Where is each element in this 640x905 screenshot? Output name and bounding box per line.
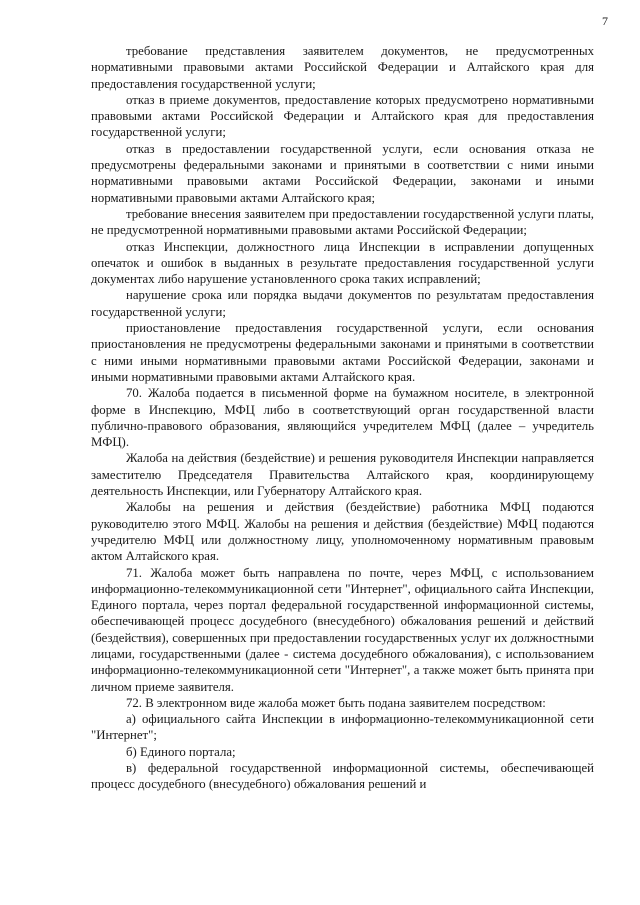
paragraph: Жалоба на действия (бездействие) и решения руководителя Инспекции направляется заместителю Председателя Правительства Алтайского края, координирующему деятельность Инспекции, или Губернатору Алтайского края.	[91, 451, 594, 499]
paragraph: 70. Жалоба подается в письменной форме на бумажном носителе, в электронной форме в Инспекцию, МФЦ либо в соответствующий орган государственной власти публично-правового образования, являющийся учредителем МФЦ (далее – учредитель МФЦ).	[91, 386, 594, 450]
paragraph: требование внесения заявителем при предоставлении государственной услуги платы, не предусмотренной нормативными правовыми актами Российской Федерации;	[91, 206, 594, 238]
paragraph: 71. Жалоба может быть направлена по почте, через МФЦ, с использованием информационно-телекоммуникационной сети "Интернет", официального сайта Инспекции, Единого портала, через портал федеральной государственной информационной системы, обеспечивающей процесс досудебного (внесудебного) обжалования решений и действий (бездействия), совершенных при предоставлении государственных услуг их должностными лицами, государственными (далее - система досудебного обжалования), с использованием информационно-телекоммуникационной сети "Интернет", а также может быть принята при личном приеме заявителя.	[91, 565, 594, 694]
paragraph: в) федеральной государственной информационной системы, обеспечивающей процесс досудебного (внесудебного) обжалования решений и	[91, 761, 594, 792]
paragraph: требование представления заявителем документов, не предусмотренных нормативными правовыми актами Российской Федерации и Алтайского края для предоставления государственной услуги;	[91, 44, 594, 91]
paragraph: приостановление предоставления государственной услуги, если основания приостановления не предусмотрены федеральными законами и принятыми в соответствии с ними иными нормативными правовыми актами Российской Федерации, законами и иными нормативными правовыми актами Алтайского края.	[91, 321, 594, 384]
page-number: 7	[602, 14, 608, 28]
document-body	[91, 43, 594, 793]
paragraph: Жалобы на решения и действия (бездействие) работника МФЦ подаются руководителю этого МФЦ. Жалобы на решения и действия (бездействие) МФЦ подаются учредителю МФЦ или должностному лицу, уполномоченному нормативным правовым актом Алтайского края.	[91, 500, 594, 564]
paragraph: отказ в приеме документов, предоставление которых предусмотрено нормативными правовыми актами Российской Федерации и Алтайского края для предоставления государственной услуги;	[91, 92, 594, 140]
paragraph: 72. В электронном виде жалоба может быть подана заявителем посредством:	[126, 695, 546, 710]
paragraph: отказ в предоставлении государственной услуги, если основания отказа не предусмотрены федеральными законами и принятыми в соответствии с ними иными нормативными правовыми актами Российской Федерации, законами и иными нормативными правовыми актами Алтайского края;	[91, 141, 594, 205]
paragraph: б) Единого портала;	[126, 744, 236, 759]
paragraph: а) официального сайта Инспекции в информационно-телекоммуникационной сети "Интернет";	[91, 712, 594, 743]
paragraph: отказ Инспекции, должностного лица Инспекции в исправлении допущенных опечаток и ошибок в выданных в результате предоставления государственной услуги документах либо нарушение установленного срока таких исправлений;	[91, 239, 594, 287]
paragraph: нарушение срока или порядка выдачи документов по результатам предоставления государственной услуги;	[91, 288, 594, 319]
